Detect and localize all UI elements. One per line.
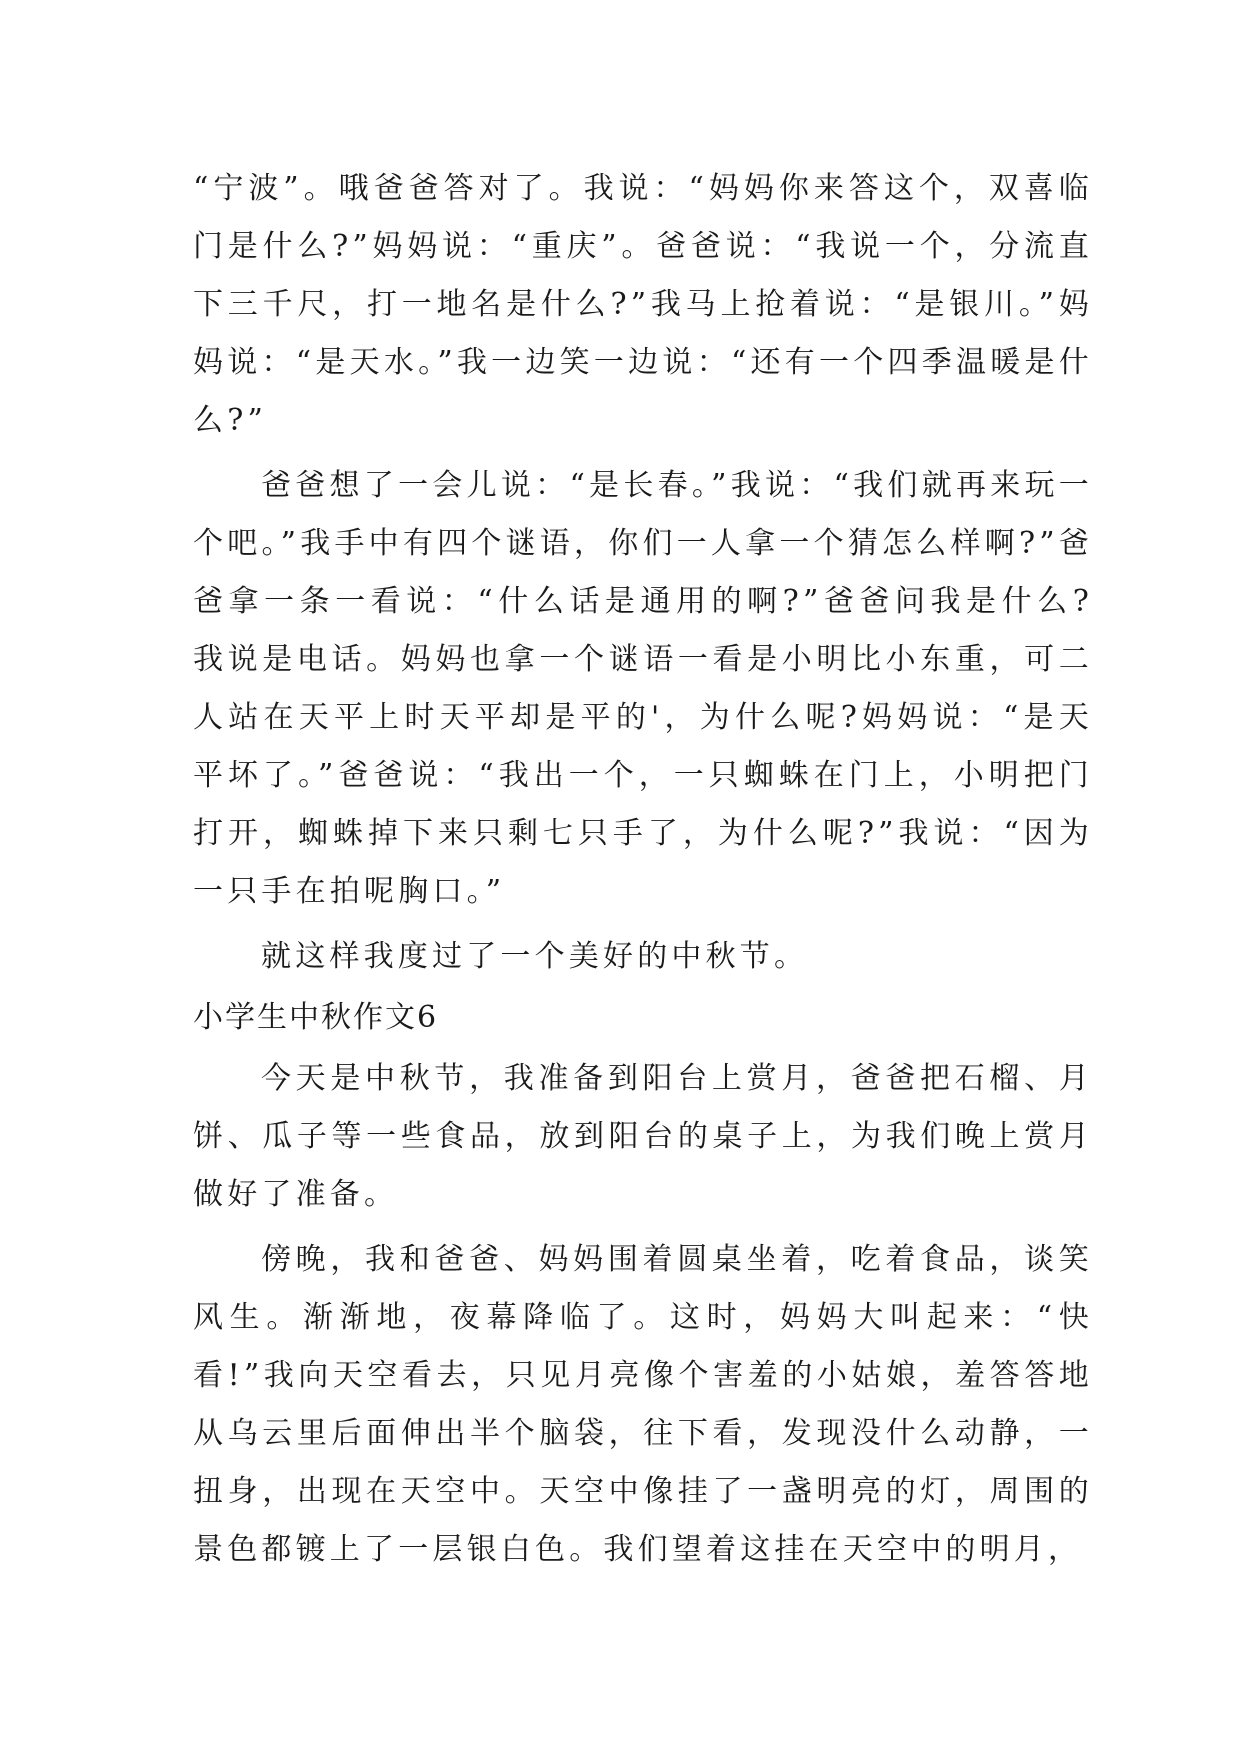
paragraph-riddle-answers: “宁波”。哦爸爸答对了。我说：“妈妈你来答这个，双喜临门是什么?”妈妈说：“重庆”。爸爸说：“我说一个，分流直下三千尺，打一地名是什么?”我马上抢着说：“是银川。”妈妈说：“是天水。”我一边笑一边说：“还有一个四季温暖是什么?” — [193, 171, 1093, 438]
essay-heading: 小学生中秋作文6 — [193, 1000, 439, 1035]
paragraph-moon-prep: 今天是中秋节，我准备到阳台上赏月，爸爸把石榴、月饼、瓜子等一些食品，放到阳台的桌子上，为我们晚上赏月做好了准备。 — [193, 1061, 1093, 1212]
paragraph-moon-viewing: 傍晚，我和爸爸、妈妈围着圆桌坐着，吃着食品，谈笑风生。渐渐地，夜幕降临了。这时，妈妈大叫起来：“快看!”我向天空看去，只见月亮像个害羞的小姑娘，羞答答地从乌云里后面伸出半个脑袋，往下看，发现没什么动静，一扭身，出现在天空中。天空中像挂了一盏明亮的灯，周围的景色都镀上了一层银白色。我们望着这挂在天空中的明月， — [193, 1242, 1093, 1567]
paragraph-riddle-game: 爸爸想了一会儿说：“是长春。”我说：“我们就再来玩一个吧。”我手中有四个谜语，你们一人拿一个猜怎么样啊?”爸爸拿一条一看说：“什么话是通用的啊?”爸爸问我是什么?我说是电话。妈妈也拿一个谜语一看是小明比小东重，可二人站在天平上时天平却是平的'，为什么呢?妈妈说：“是天平坏了。”爸爸说：“我出一个，一只蜘蛛在门上，小明把门打开，蜘蛛掉下来只剩七只手了，为什么呢?”我说：“因为一只手在拍呢胸口。” — [193, 468, 1093, 909]
document-body — [193, 160, 1093, 1586]
paragraph-conclusion: 就这样我度过了一个美好的中秋节。 — [261, 939, 809, 974]
